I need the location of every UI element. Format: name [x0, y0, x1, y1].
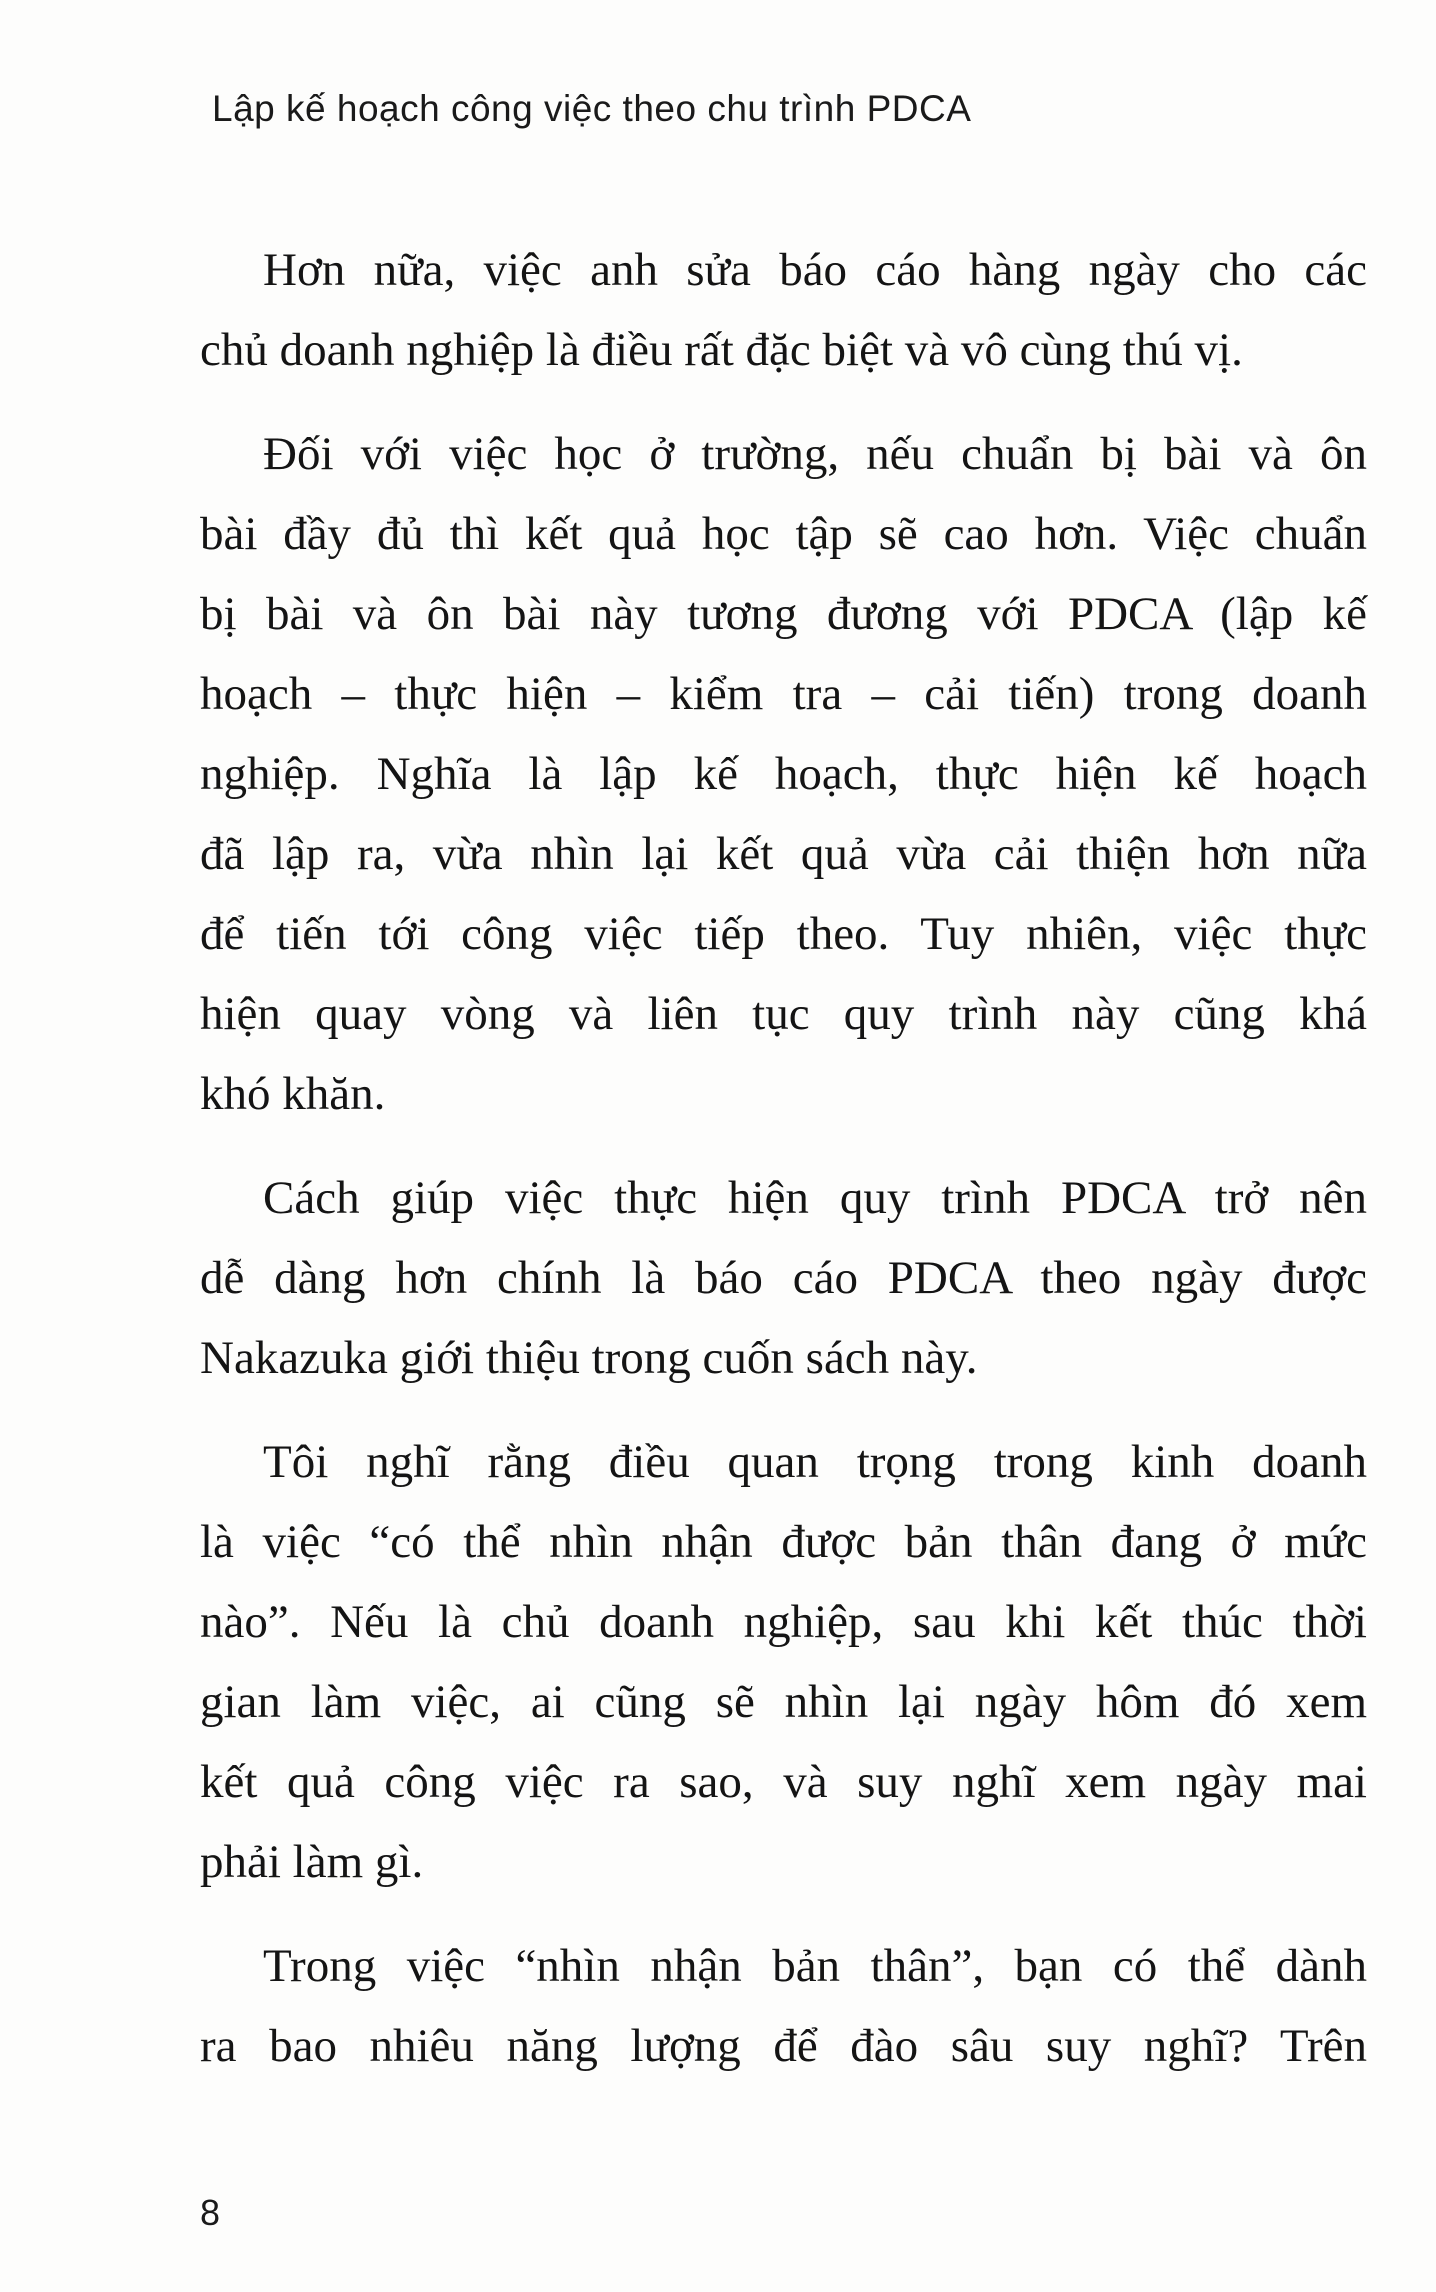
body-text: [200, 230, 1367, 2110]
text-line: Cách giúp việc thực hiện quy trình PDCA trở nên: [263, 1172, 1367, 1224]
text-line: hiện quay vòng và liên tục quy trình này cũng khá: [200, 988, 1367, 1040]
text-line: Tôi nghĩ rằng điều quan trọng trong kinh doanh: [263, 1436, 1367, 1488]
paragraph: [200, 414, 1367, 1134]
paragraph: [200, 1926, 1367, 2086]
text-line: chủ doanh nghiệp là điều rất đặc biệt và vô cùng thú vị.: [200, 324, 1243, 376]
page-number: 8: [200, 2192, 221, 2233]
text-line: ra bao nhiêu năng lượng để đào sâu suy nghĩ? Trên: [200, 2020, 1367, 2072]
paragraph: [200, 1422, 1367, 1902]
paragraph: [200, 1158, 1367, 1398]
text-line: đã lập ra, vừa nhìn lại kết quả vừa cải thiện hơn nữa: [200, 828, 1367, 880]
text-line: dễ dàng hơn chính là báo cáo PDCA theo ngày được: [200, 1252, 1367, 1304]
text-line: gian làm việc, ai cũng sẽ nhìn lại ngày hôm đó xem: [200, 1676, 1367, 1728]
text-line: là việc “có thể nhìn nhận được bản thân đang ở mức: [200, 1516, 1367, 1568]
text-line: bài đầy đủ thì kết quả học tập sẽ cao hơn. Việc chuẩn: [200, 508, 1367, 560]
text-line: Trong việc “nhìn nhận bản thân”, bạn có thể dành: [263, 1940, 1367, 1992]
paragraph: [200, 230, 1367, 390]
running-header: Lập kế hoạch công việc theo chu trình PDCA: [212, 88, 972, 129]
text-line: nghiệp. Nghĩa là lập kế hoạch, thực hiện kế hoạch: [200, 748, 1367, 800]
text-line: nào”. Nếu là chủ doanh nghiệp, sau khi kết thúc thời: [200, 1596, 1367, 1648]
text-line: Hơn nữa, việc anh sửa báo cáo hàng ngày cho các: [263, 244, 1367, 296]
text-line: kết quả công việc ra sao, và suy nghĩ xem ngày mai: [200, 1756, 1367, 1808]
text-line: phải làm gì.: [200, 1836, 424, 1888]
text-line: để tiến tới công việc tiếp theo. Tuy nhiên, việc thực: [200, 908, 1367, 960]
text-line: khó khăn.: [200, 1068, 386, 1120]
text-line: hoạch – thực hiện – kiểm tra – cải tiến) trong doanh: [200, 668, 1367, 720]
text-line: bị bài và ôn bài này tương đương với PDCA (lập kế: [200, 588, 1367, 640]
text-line: Nakazuka giới thiệu trong cuốn sách này.: [200, 1332, 978, 1384]
text-line: Đối với việc học ở trường, nếu chuẩn bị bài và ôn: [263, 428, 1367, 480]
